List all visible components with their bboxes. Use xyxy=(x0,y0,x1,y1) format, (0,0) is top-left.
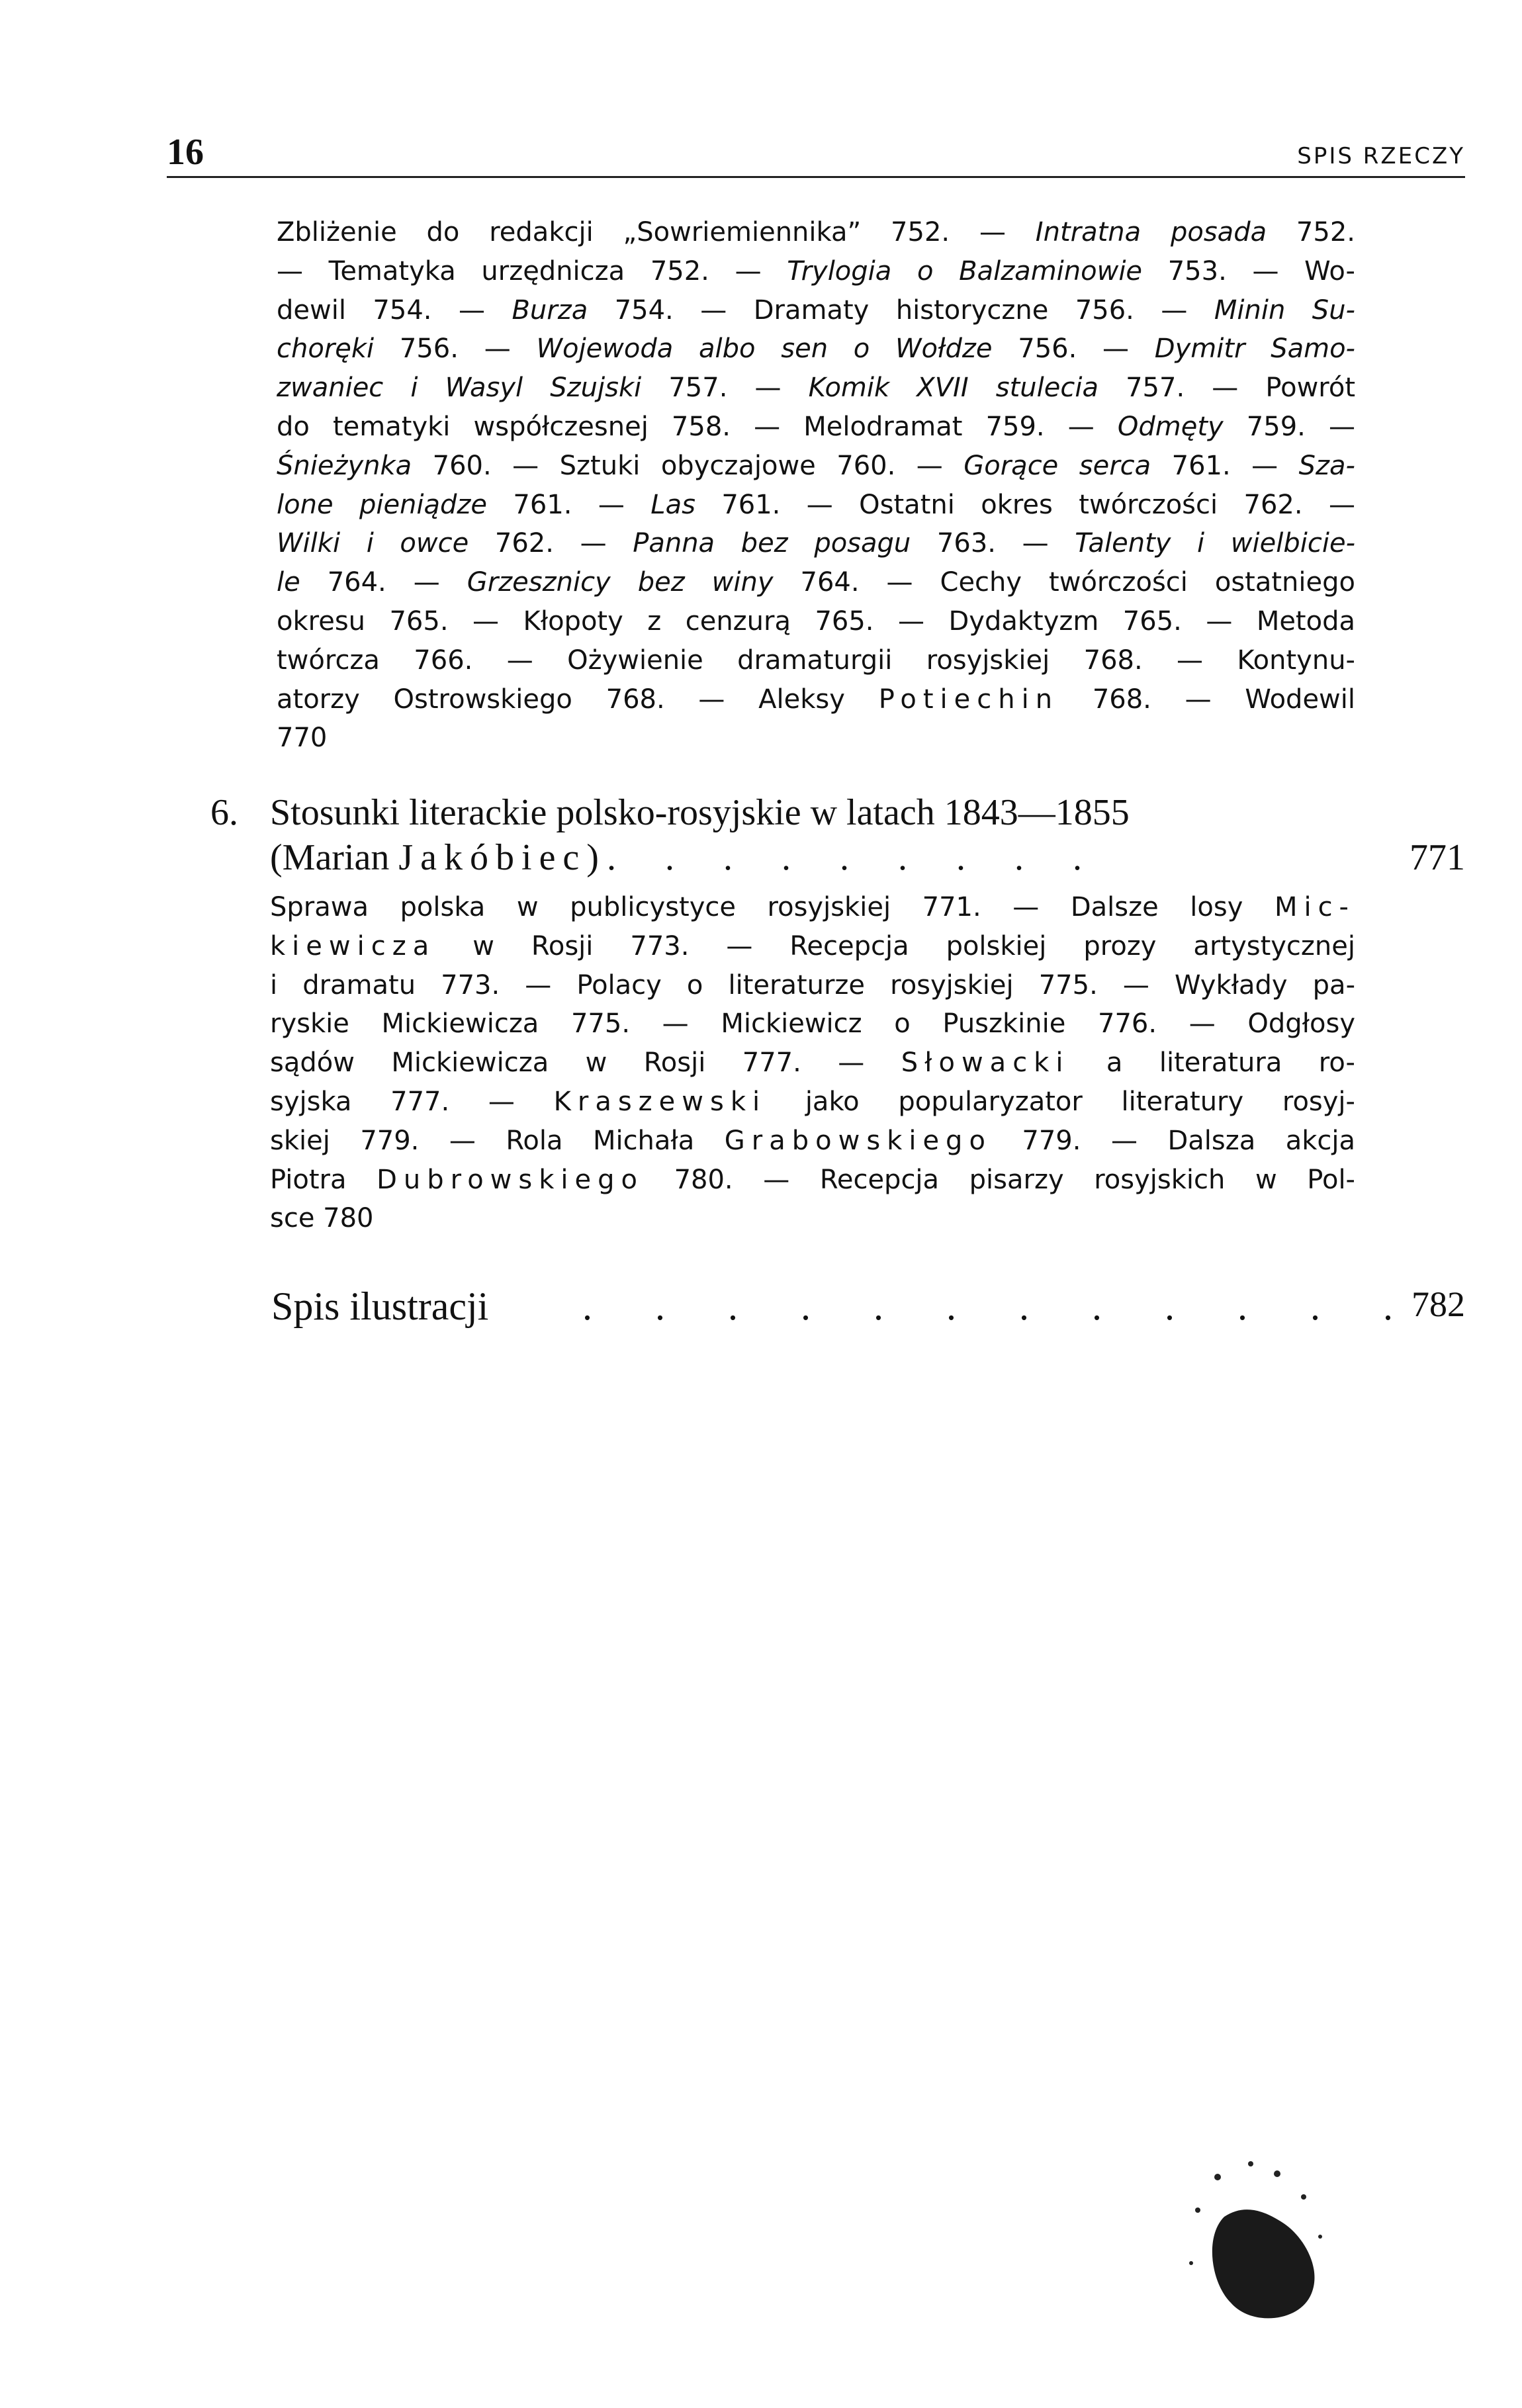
summary-text: Piotra xyxy=(270,1164,377,1195)
work-title: Wilki i owce xyxy=(277,528,469,559)
summary-text: 756. — xyxy=(992,334,1155,365)
illustrations-title: Spis ilustracji xyxy=(271,1284,489,1328)
summary-line xyxy=(270,1004,1355,1044)
work-title: Gorące serca xyxy=(963,450,1151,481)
work-title: Komik XVII stulecia xyxy=(808,373,1098,404)
work-title: Intratna posada xyxy=(1035,217,1267,247)
summary-line xyxy=(277,447,1355,486)
summary-text: 762. — xyxy=(469,528,633,559)
summary-line xyxy=(270,927,1355,966)
work-title: le xyxy=(277,567,300,598)
chapter-author-line xyxy=(270,835,1102,880)
page-number: 16 xyxy=(167,132,204,173)
summary-text: 780. — Recepcja pisarzy rosyjskich w Pol- xyxy=(643,1164,1355,1195)
summary-text: i dramatu 773. — Polacy o literaturze rosyjskiej 775. — Wykłady pa- xyxy=(270,969,1355,1001)
summary-text: 768. — Wodewil xyxy=(1059,684,1355,715)
spaced-name: Potiechin xyxy=(878,684,1059,715)
summary-text: — Tematyka urzędnicza 752. — xyxy=(277,255,787,287)
summary-text: 761. — xyxy=(487,489,651,520)
summary-text: 756. — xyxy=(374,334,537,365)
summary-text: Zbliżenie do redakcji „Sowriemiennika” 752. — xyxy=(277,217,1036,247)
illustrations-page-number: 782 xyxy=(1411,1284,1465,1324)
summary-line xyxy=(277,369,1355,408)
summary-text: 770 xyxy=(277,723,328,754)
summary-text: 759. — xyxy=(1223,411,1355,442)
summary-text: skiej 779. — Rola Michała xyxy=(270,1125,725,1156)
summary-line xyxy=(270,1044,1355,1083)
work-title: Wojewoda albo sen o Wołdze xyxy=(536,334,993,365)
summary-text: okresu 765. — Kłopoty z cenzurą 765. — Dydaktyzm 765. — Metoda xyxy=(277,605,1355,637)
spaced-name: Słowacki xyxy=(901,1048,1070,1079)
summary-text: ryskie Mickiewicza 775. — Mickiewicz o Puszkinie 776. — Odgłosy xyxy=(270,1008,1355,1040)
work-title: choręki xyxy=(277,334,375,365)
summary-block-ostrowski xyxy=(277,213,1355,758)
summary-text: 757. — xyxy=(641,373,809,404)
summary-text: 764. — xyxy=(300,567,467,598)
work-title: Sza- xyxy=(1298,450,1355,481)
work-title: Grzesznicy bez winy xyxy=(467,567,774,598)
work-title: Las xyxy=(650,489,695,520)
work-title: lone pieniądze xyxy=(277,489,488,520)
leader-dots: . . . . . . . . . . . . xyxy=(582,1284,1419,1328)
summary-text: w Rosji 773. — Recepcja polskiej prozy artystycznej xyxy=(435,930,1355,961)
summary-text: 754. — Dramaty historyczne 756. — xyxy=(588,294,1214,326)
spaced-name: Mic- xyxy=(1274,892,1355,922)
library-stamp-smudge xyxy=(1151,2137,1337,2336)
summary-line xyxy=(277,408,1355,447)
summary-line xyxy=(277,486,1355,525)
summary-line xyxy=(277,330,1355,369)
spaced-name: Kraszewski xyxy=(553,1086,767,1117)
leader-dots: . . . . . . . . . xyxy=(606,837,1102,878)
work-title: Panna bez posagu xyxy=(633,528,911,559)
chapter-number: 6. xyxy=(210,792,238,833)
summary-line xyxy=(277,641,1355,680)
summary-text: do tematyki współczesnej 758. — Melodramat 759. — xyxy=(277,411,1118,442)
summary-text: 764. — Cechy twórczości ostatniego xyxy=(773,567,1355,598)
summary-text: sądów Mickiewicza w Rosji 777. — xyxy=(270,1048,901,1079)
summary-text: jako popularyzator literatury rosyj- xyxy=(766,1086,1355,1117)
summary-line xyxy=(270,888,1355,927)
author-paren-close: ) xyxy=(586,837,599,878)
summary-text: 779. — Dalsza akcja xyxy=(991,1125,1355,1156)
summary-text: 752. xyxy=(1267,217,1355,247)
summary-text: 761. — Ostatni okres twórczości 762. — xyxy=(695,489,1355,520)
chapter-page-number: 771 xyxy=(1410,837,1465,878)
summary-line xyxy=(277,602,1355,641)
running-title: SPIS RZECZY xyxy=(1297,143,1465,169)
summary-line xyxy=(270,1161,1355,1200)
summary-text: twórcza 766. — Ożywienie dramaturgii rosyjskiej 768. — Kontynu- xyxy=(277,645,1355,676)
summary-line xyxy=(277,213,1355,252)
summary-text: 753. — Wo- xyxy=(1142,255,1355,287)
summary-line xyxy=(277,252,1355,291)
summary-line xyxy=(277,524,1355,563)
summary-text: 757. — Powrót xyxy=(1098,373,1356,404)
summary-line xyxy=(270,966,1355,1005)
summary-text: a literatura ro- xyxy=(1069,1048,1355,1079)
summary-text: 760. — Sztuki obyczajowe 760. — xyxy=(412,450,964,481)
summary-line xyxy=(277,563,1355,602)
work-title: zwaniec i Wasyl Szujski xyxy=(277,373,642,404)
spaced-name: kiewicza xyxy=(270,930,436,961)
work-title: Dymitr Samo- xyxy=(1154,334,1355,365)
summary-line xyxy=(270,1122,1355,1161)
summary-text: Sprawa polska w publicystyce rosyjskiej 771. — Dalsze losy xyxy=(270,892,1275,922)
summary-line xyxy=(277,719,1355,758)
work-title: Minin Su- xyxy=(1214,294,1355,326)
summary-text: syjska 777. — xyxy=(270,1086,554,1117)
summary-text: 761. — xyxy=(1151,450,1299,481)
summary-line xyxy=(277,680,1355,719)
summary-text: atorzy Ostrowskiego 768. — Aleksy xyxy=(277,684,879,715)
work-title: Śnieżynka xyxy=(277,450,412,481)
work-title: Talenty i wielbicie- xyxy=(1075,528,1356,559)
author-paren-open: (Marian xyxy=(270,837,399,878)
summary-line xyxy=(277,291,1355,330)
summary-text: sce 780 xyxy=(270,1203,374,1234)
summary-text: 763. — xyxy=(911,528,1075,559)
work-title: Trylogia o Balzaminowie xyxy=(787,255,1143,287)
chapter-title: Stosunki literackie polsko-rosyjskie w latach 1843—1855 xyxy=(270,792,1130,833)
summary-text: dewil 754. — xyxy=(277,294,512,326)
spaced-name: Dubrowskiego xyxy=(377,1164,644,1195)
spaced-name: Grabowskiego xyxy=(724,1125,992,1156)
running-header xyxy=(167,124,1465,178)
summary-line xyxy=(270,1083,1355,1122)
summary-block-chapter-6 xyxy=(270,888,1355,1238)
work-title: Burza xyxy=(512,294,588,326)
summary-line xyxy=(270,1199,1355,1238)
chapter-author: Jakóbiec xyxy=(398,837,587,878)
work-title: Odmęty xyxy=(1117,411,1224,442)
